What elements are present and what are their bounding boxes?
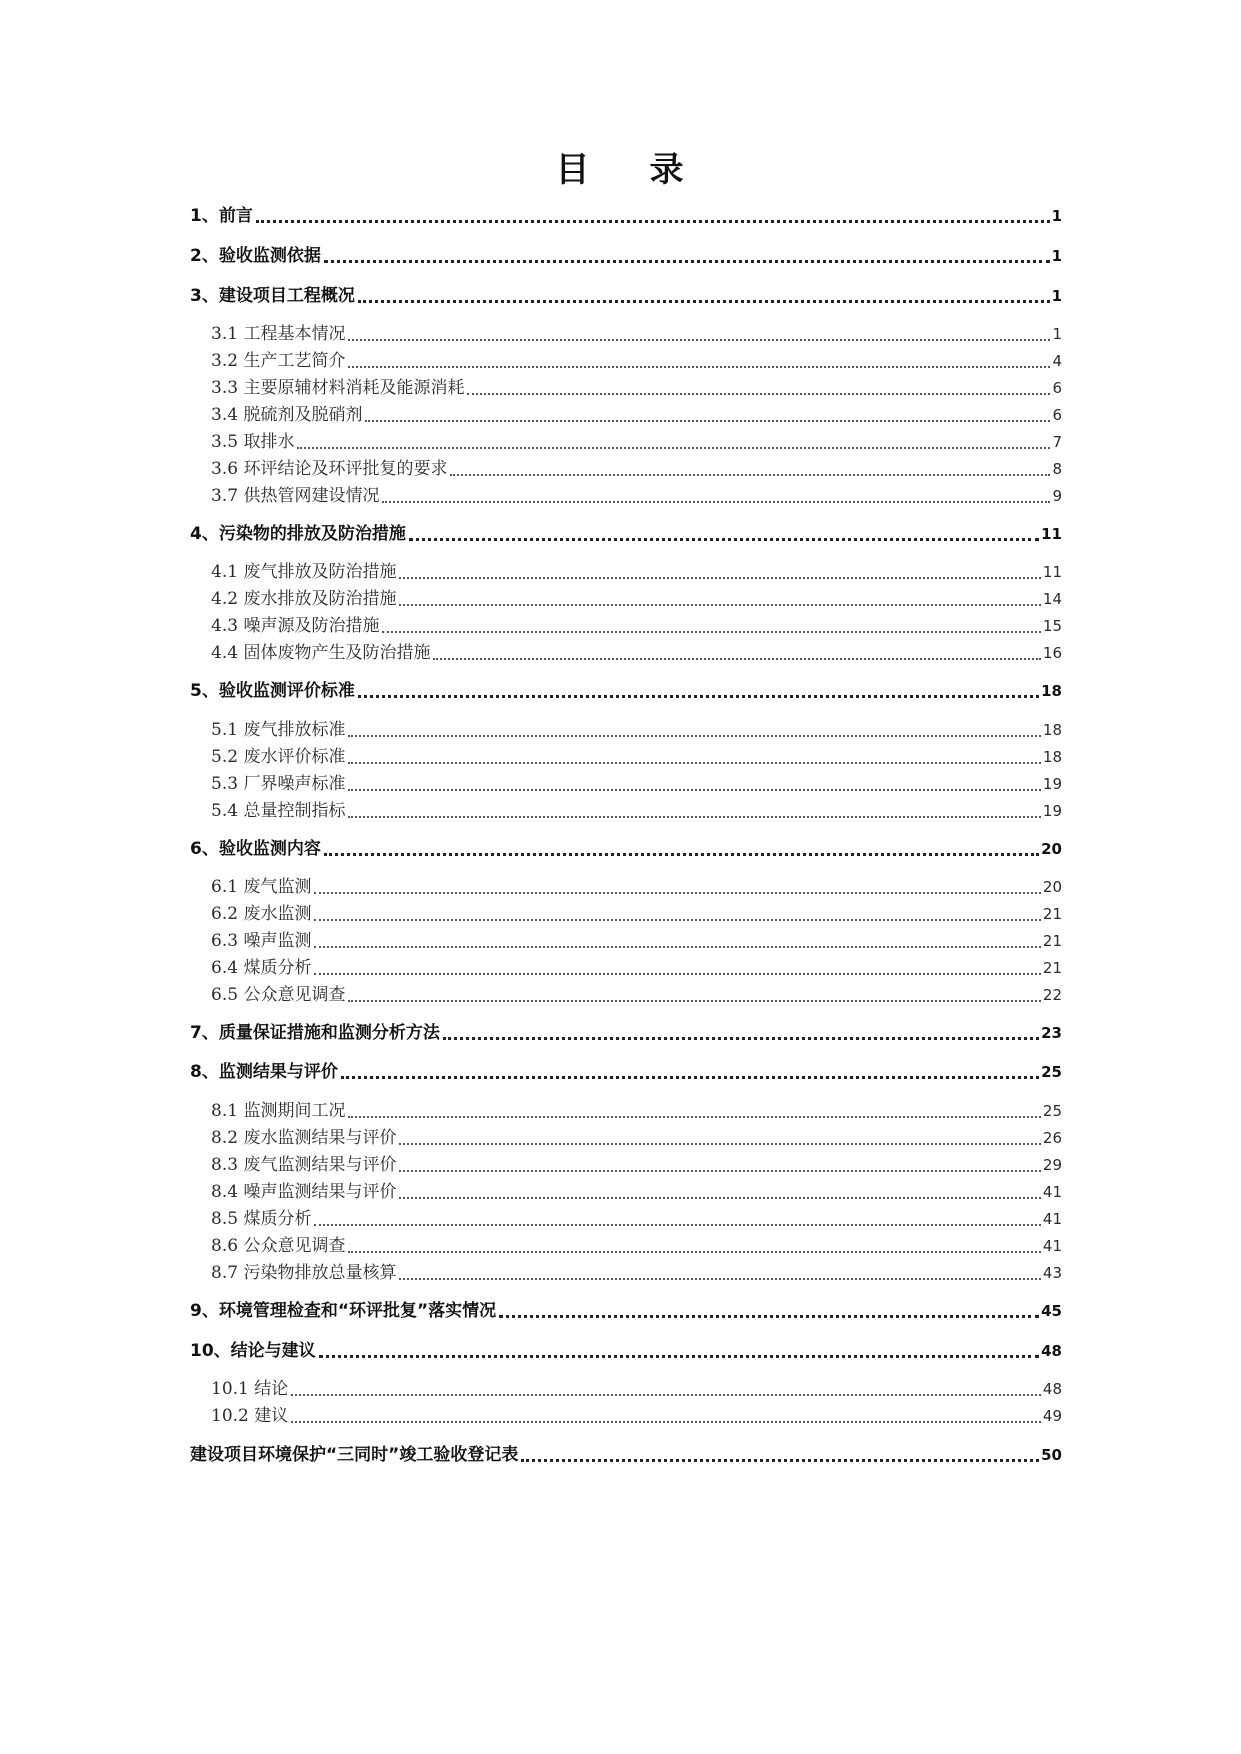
dot-leader	[314, 892, 1040, 894]
toc-entry[interactable]	[190, 520, 1062, 546]
toc-entry-label: 4.4 固体废物产生及防治措施	[211, 643, 431, 663]
toc-entry-page: 7	[1052, 433, 1062, 451]
dot-leader	[348, 816, 1040, 818]
toc-entry-page: 23	[1041, 1024, 1062, 1042]
dot-leader	[409, 538, 1039, 541]
toc-subentry[interactable]	[211, 927, 1062, 953]
toc-entry[interactable]	[190, 835, 1062, 861]
toc-subentry[interactable]	[211, 455, 1062, 481]
dot-leader	[291, 1421, 1041, 1423]
toc-subentry[interactable]	[211, 1151, 1062, 1177]
toc-entry-page: 21	[1042, 932, 1062, 950]
toc-entry-label: 6.1 废气监测	[211, 877, 312, 897]
toc-title-part1: 目	[555, 150, 592, 190]
dot-leader	[399, 1278, 1040, 1280]
toc-entry-page: 6	[1052, 406, 1062, 424]
toc-entry[interactable]	[190, 1019, 1062, 1045]
dot-leader	[348, 1251, 1040, 1253]
toc-entry-page: 20	[1041, 840, 1062, 858]
dot-leader	[314, 919, 1040, 921]
dot-leader	[443, 1037, 1039, 1040]
toc-subentry[interactable]	[211, 716, 1062, 742]
toc-entry-page: 1	[1051, 247, 1062, 265]
dot-leader	[324, 260, 1050, 263]
toc-entry-page: 18	[1042, 721, 1062, 739]
dot-leader	[341, 1076, 1039, 1079]
toc-entry-page: 11	[1042, 563, 1062, 581]
toc-subentry[interactable]	[211, 482, 1062, 508]
toc-entry-label: 6.3 噪声监测	[211, 931, 312, 951]
toc-entry-page: 50	[1041, 1446, 1062, 1464]
toc-entry-label: 5.1 废气排放标准	[211, 720, 346, 740]
toc-entry-page: 48	[1042, 1380, 1062, 1398]
dot-leader	[348, 1000, 1040, 1002]
dot-leader	[314, 973, 1040, 975]
toc-entry-page: 19	[1042, 775, 1062, 793]
toc-entry-label: 8.4 噪声监测结果与评价	[211, 1182, 397, 1202]
dot-leader	[467, 393, 1050, 395]
toc-entry-label: 3.1 工程基本情况	[211, 324, 346, 344]
toc-entry-page: 19	[1042, 802, 1062, 820]
toc-entry[interactable]	[190, 1297, 1062, 1323]
toc-title-part2: 录	[649, 150, 686, 190]
toc-entry-label: 4.1 废气排放及防治措施	[211, 562, 397, 582]
toc-entry-page: 41	[1042, 1210, 1062, 1228]
toc-subentry[interactable]	[211, 428, 1062, 454]
toc-entry-page: 1	[1052, 325, 1062, 343]
toc-entry-label: 4.2 废水排放及防治措施	[211, 589, 397, 609]
dot-leader	[348, 789, 1040, 791]
toc-entry[interactable]	[190, 242, 1062, 268]
toc-entry-label: 10.2 建议	[211, 1406, 289, 1426]
dot-leader	[399, 1197, 1040, 1199]
toc-subentry[interactable]	[211, 1402, 1062, 1428]
toc-entry[interactable]	[190, 677, 1062, 703]
toc-entry-label: 3.2 生产工艺简介	[211, 351, 346, 371]
toc-subentry[interactable]	[211, 639, 1062, 665]
toc-entry-page: 41	[1042, 1237, 1062, 1255]
toc-entry-page: 18	[1042, 748, 1062, 766]
toc-entry-label: 7、质量保证措施和监测分析方法	[190, 1023, 440, 1043]
toc-entry-page: 21	[1042, 959, 1062, 977]
toc-entry-label: 8.5 煤质分析	[211, 1209, 312, 1229]
toc-subentry[interactable]	[211, 347, 1062, 373]
toc-subentry[interactable]	[211, 585, 1062, 611]
dot-leader	[291, 1394, 1041, 1396]
toc-entry-label: 5、验收监测评价标准	[190, 681, 355, 701]
dot-leader	[319, 1355, 1039, 1358]
toc-subentry[interactable]	[211, 320, 1062, 346]
toc-subentry[interactable]	[211, 954, 1062, 980]
toc-entry-page: 22	[1042, 986, 1062, 1004]
dot-leader	[256, 220, 1050, 223]
toc-subentry[interactable]	[211, 374, 1062, 400]
toc-subentry[interactable]	[211, 1375, 1062, 1401]
dot-leader	[348, 762, 1040, 764]
toc-entry-label: 3.4 脱硫剂及脱硝剂	[211, 405, 363, 425]
toc-entry-label: 8.2 废水监测结果与评价	[211, 1128, 397, 1148]
toc-entry-label: 8.7 污染物排放总量核算	[211, 1263, 397, 1283]
dot-leader	[399, 1143, 1040, 1145]
dot-leader	[348, 735, 1040, 737]
toc-entry-page: 11	[1041, 525, 1062, 543]
toc-entry-page: 4	[1052, 352, 1062, 370]
toc-entry-label: 5.4 总量控制指标	[211, 801, 346, 821]
toc-subentry[interactable]	[211, 873, 1062, 899]
dot-leader	[399, 604, 1040, 606]
toc-entry[interactable]	[190, 202, 1062, 228]
dot-leader	[450, 474, 1050, 476]
toc-entry-page: 8	[1052, 460, 1062, 478]
toc-entry-page: 26	[1042, 1129, 1062, 1147]
dot-leader	[365, 420, 1050, 422]
toc-entry-page: 25	[1042, 1102, 1062, 1120]
toc-entry-page: 29	[1042, 1156, 1062, 1174]
toc-entry-page: 48	[1041, 1342, 1062, 1360]
toc-subentry[interactable]	[211, 558, 1062, 584]
toc-entry-label: 10.1 结论	[211, 1379, 289, 1399]
dot-leader	[499, 1315, 1039, 1318]
toc-entry-label: 5.2 废水评价标准	[211, 747, 346, 767]
dot-leader	[358, 300, 1050, 303]
toc-entry-label: 8、监测结果与评价	[190, 1062, 338, 1082]
dot-leader	[348, 1116, 1040, 1118]
toc-entry-label: 6.2 废水监测	[211, 904, 312, 924]
toc-subentry[interactable]	[211, 1124, 1062, 1150]
toc-subentry[interactable]	[211, 900, 1062, 926]
toc-entry-label: 8.1 监测期间工况	[211, 1101, 346, 1121]
toc-entry-label: 3、建设项目工程概况	[190, 286, 355, 306]
toc-entry-label: 3.6 环评结论及环评批复的要求	[211, 459, 448, 479]
toc-subentry[interactable]	[211, 1259, 1062, 1285]
toc-entry-label: 8.3 废气监测结果与评价	[211, 1155, 397, 1175]
dot-leader	[314, 1224, 1040, 1226]
dot-leader	[324, 853, 1039, 856]
toc-entry-label: 6.4 煤质分析	[211, 958, 312, 978]
toc-subentry[interactable]	[211, 1205, 1062, 1231]
toc-entry-label: 4、污染物的排放及防治措施	[190, 524, 406, 544]
dot-leader	[358, 695, 1039, 698]
toc-entry-label: 3.7 供热管网建设情况	[211, 486, 380, 506]
toc-entry-page: 41	[1042, 1183, 1062, 1201]
toc-entry[interactable]	[190, 282, 1062, 308]
toc-entry-page: 1	[1051, 207, 1062, 225]
toc-entry-page: 9	[1052, 487, 1062, 505]
toc-entry-page: 49	[1042, 1407, 1062, 1425]
toc-entry-label: 10、结论与建议	[190, 1341, 316, 1361]
toc-entry-label: 3.5 取排水	[211, 432, 295, 452]
toc-entry-page: 45	[1041, 1302, 1062, 1320]
toc-entry-label: 8.6 公众意见调查	[211, 1236, 346, 1256]
toc-entry[interactable]	[190, 1058, 1062, 1084]
dot-leader	[399, 1170, 1040, 1172]
toc-entry-label: 5.3 厂界噪声标准	[211, 774, 346, 794]
toc-entry-label: 9、环境管理检查和“环评批复”落实情况	[190, 1301, 497, 1321]
toc-entry-label: 建设项目环境保护“三同时”竣工验收登记表	[190, 1445, 519, 1465]
dot-leader	[399, 577, 1040, 579]
toc-entry-page: 15	[1042, 617, 1062, 635]
dot-leader	[314, 946, 1040, 948]
toc-entry-page: 21	[1042, 905, 1062, 923]
toc-subentry[interactable]	[211, 981, 1062, 1007]
toc-entry[interactable]	[190, 1441, 1062, 1467]
toc-entry-label: 4.3 噪声源及防治措施	[211, 616, 380, 636]
toc-entry-page: 6	[1052, 379, 1062, 397]
toc-entry-page: 25	[1041, 1063, 1062, 1081]
toc-subentry[interactable]	[211, 1178, 1062, 1204]
dot-leader	[433, 658, 1040, 660]
dot-leader	[348, 366, 1050, 368]
toc-entry-label: 3.3 主要原辅材料消耗及能源消耗	[211, 378, 465, 398]
dot-leader	[297, 447, 1050, 449]
toc-subentry[interactable]	[211, 1097, 1062, 1123]
toc-entry-page: 1	[1051, 287, 1062, 305]
dot-leader	[382, 631, 1040, 633]
toc-entry-label: 6.5 公众意见调查	[211, 985, 346, 1005]
dot-leader	[382, 501, 1050, 503]
toc-subentry[interactable]	[211, 743, 1062, 769]
dot-leader	[348, 339, 1050, 341]
toc-entry[interactable]	[190, 1337, 1062, 1363]
toc-entry-page: 43	[1042, 1264, 1062, 1282]
toc-entry-page: 16	[1042, 644, 1062, 662]
toc-entry-label: 6、验收监测内容	[190, 839, 321, 859]
toc-subentry[interactable]	[211, 401, 1062, 427]
toc-subentry[interactable]	[211, 770, 1062, 796]
toc-subentry[interactable]	[211, 1232, 1062, 1258]
toc-entry-page: 14	[1042, 590, 1062, 608]
toc-entry-page: 20	[1042, 878, 1062, 896]
toc-entry-label: 1、前言	[190, 206, 253, 226]
toc-subentry[interactable]	[211, 612, 1062, 638]
toc-entry-label: 2、验收监测依据	[190, 246, 321, 266]
toc-entry-page: 18	[1041, 682, 1062, 700]
toc-subentry[interactable]	[211, 797, 1062, 823]
dot-leader	[521, 1459, 1039, 1462]
